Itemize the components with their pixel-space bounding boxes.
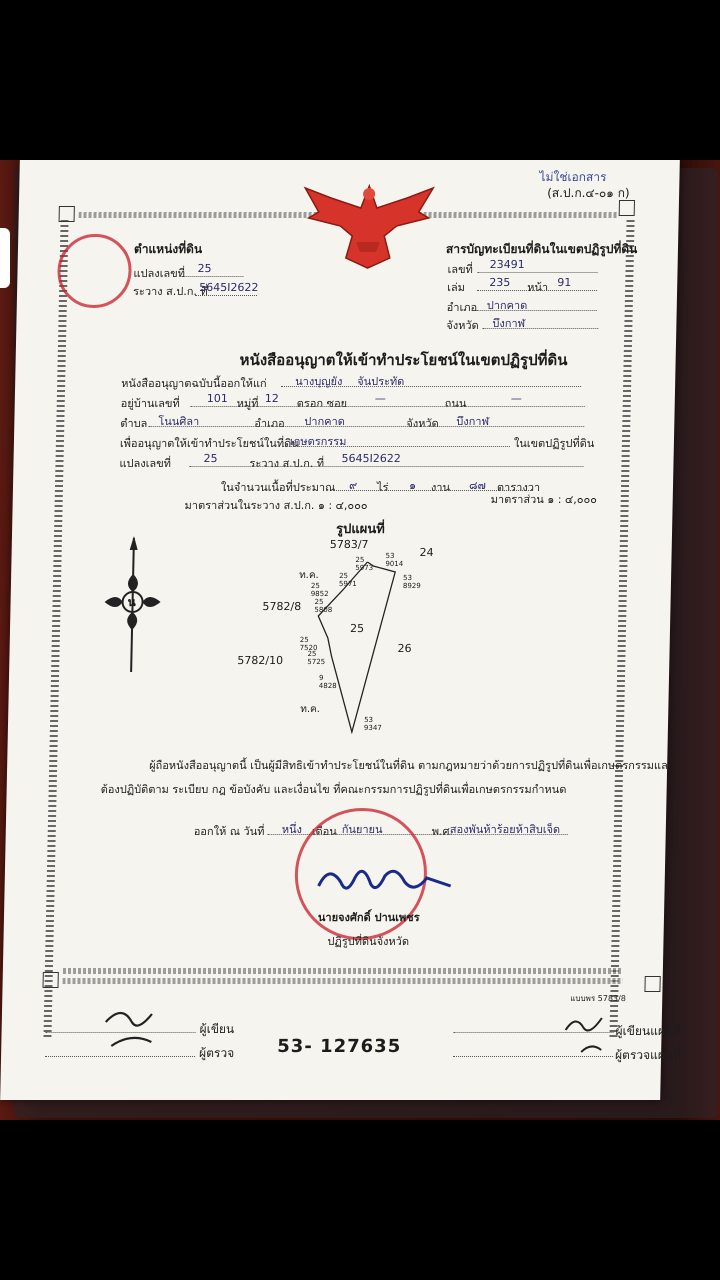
officer-title: ปฏิรูปที่ดินจังหวัด: [327, 935, 410, 948]
year-label: พ.ศ.: [431, 825, 454, 838]
reg-number: 23491: [489, 258, 525, 271]
official-seal-stamp: [57, 234, 133, 308]
road-value: —: [510, 392, 522, 405]
purpose-suffix: ในเขตปฏิรูปที่ดิน: [513, 437, 595, 450]
lane-value: —: [374, 392, 386, 405]
map-label-d: 5782/8: [262, 600, 302, 613]
map-point: 25 9852: [310, 582, 329, 598]
dotted-line: [477, 290, 597, 291]
subdistrict-value: โนนศิลา: [158, 415, 200, 428]
map-label-h: ท.ค.: [300, 704, 321, 715]
map-title: รูปแผนที่: [335, 522, 385, 537]
dotted-line: [482, 328, 598, 329]
document-title: หนังสืออนุญาตให้เข้าทำประโยชน์ในเขตปฏิรูปที่ดิน: [239, 351, 568, 369]
bottom-border: [63, 968, 623, 974]
plot-number: 25: [197, 262, 212, 275]
corner-emblem-icon: [644, 976, 660, 992]
map-checker-label: ผู้ตรวจแผนที่: [614, 1048, 682, 1062]
area-rai: ๙: [348, 479, 358, 492]
map-number: 5645I2622: [199, 281, 259, 294]
map-label-c: ท.ค.: [299, 570, 319, 581]
book-number: 235: [489, 276, 511, 289]
subdistrict-label: ตำบล: [120, 417, 148, 430]
stamp-text: ไม่ใช่เอกสาร: [539, 170, 607, 184]
reg-label: เลขที่: [447, 263, 473, 276]
book-label: เล่ม: [447, 281, 466, 294]
map-label-g: 5782/10: [237, 654, 284, 667]
checker-label: ผู้ตรวจ: [198, 1046, 235, 1060]
map-point: 53 9347: [363, 716, 382, 732]
province-value: บึงกาฬ: [492, 317, 526, 330]
map-writer-signature: [561, 1012, 612, 1058]
corner-emblem-icon: [43, 972, 59, 988]
purpose-label: เพื่ออนุญาตให้เข้าทำประโยชน์ในที่ดิน: [119, 437, 299, 450]
dotted-line: [477, 272, 597, 273]
dotted-line: [181, 276, 243, 277]
corner-emblem-icon: [59, 206, 75, 222]
map-label-a: 5783/7: [329, 538, 369, 551]
serial-number: 53- 127635: [277, 1036, 402, 1057]
writer-label: ผู้เขียน: [199, 1022, 235, 1036]
map-label-b: 24: [419, 546, 434, 559]
dotted-line: [282, 446, 510, 447]
dotted-line: [189, 466, 583, 467]
road-label: ถนน: [444, 397, 467, 410]
form-code: (ส.ป.ก.๔-๐๑ ก): [547, 186, 630, 200]
area-label: ในจำนวนเนื้อที่ประมาณ: [220, 481, 336, 494]
plot-label: แปลงเลขที่: [133, 267, 186, 280]
map-point: 25 5971: [338, 572, 357, 588]
scale-right: มาตราส่วน ๑ : ๔,๐๐๐: [490, 493, 598, 506]
doc-plot-number: 25: [203, 452, 218, 465]
issued-day: หนึ่ง: [281, 823, 303, 836]
map-writer-label: ผู้เขียนแผนที่: [615, 1024, 682, 1038]
purpose-value: เกษตรกรรม: [289, 435, 347, 448]
location-heading: ตำแหน่งที่ดิน: [133, 242, 203, 256]
map-label-f: 26: [397, 642, 412, 655]
garuda-emblem-icon: [300, 178, 438, 270]
right-border: [609, 220, 634, 1040]
area-ngan: ๑: [408, 479, 417, 492]
terms-line-2: ต้องปฏิบัติตาม ระเบียบ กฎ ข้อบังคับ และเงื่อนไข ที่คณะกรรมการปฏิรูปที่ดินเพื่อเกษตรกรรมกำหนด: [100, 783, 567, 796]
rai-unit: ไร่: [376, 481, 389, 494]
dotted-line: [45, 1056, 195, 1057]
officer-name: นายจงศักดิ์ ปานเพชร: [317, 911, 420, 924]
wa-unit: ตารางวา: [496, 481, 541, 494]
registry-heading: สารบัญทะเบียนที่ดินในเขตปฏิรูปที่ดิน: [445, 242, 638, 256]
land-permit-document: [0, 160, 680, 1100]
moo-number: 12: [264, 392, 279, 405]
north-letter: น: [127, 595, 136, 609]
map-point: 53 8929: [402, 574, 421, 590]
dotted-line: [477, 310, 597, 311]
map-label: ระวาง ส.ป.ก. ที่: [132, 285, 208, 298]
map-point: 53 9014: [385, 552, 404, 568]
dotted-line: [148, 426, 584, 427]
page-label: หน้า: [527, 281, 549, 294]
doc-district-value: ปากคาด: [304, 415, 346, 428]
map-point: 25 7520: [299, 636, 318, 652]
map-point: 25 5973: [355, 556, 374, 572]
ngan-unit: งาน: [430, 481, 451, 494]
doc-province-label: จังหวัด: [406, 417, 439, 430]
issued-label: ออกให้ ณ วันที่: [193, 825, 265, 838]
map-label-e: 25: [349, 622, 365, 635]
dotted-line: [191, 406, 585, 407]
holder-label: หนังสืออนุญาตฉบับนี้ออกให้แก่: [121, 377, 267, 390]
doc-plot-label: แปลงเลขที่: [119, 457, 172, 470]
province-label: จังหวัด: [446, 319, 479, 332]
left-border: [43, 220, 68, 1040]
terms-line-1: ผู้ถือหนังสืออนุญาตนี้ เป็นผู้มีสิทธิเข้าทำประโยชน์ในที่ดิน ตามกฎหมายว่าด้วยการปฏิรูปที่ดินเพื่อเกษตรกรรมและ: [149, 759, 674, 772]
issued-month: กันยายน: [341, 823, 383, 836]
side-panel-tab[interactable]: [0, 228, 10, 288]
house-number: 101: [206, 392, 228, 405]
officer-signature: [314, 860, 455, 900]
lane-label: ตรอก ซอย: [296, 397, 348, 410]
top-border-left: [79, 212, 319, 218]
writer-signature: [101, 1002, 162, 1052]
page-number: 91: [557, 276, 572, 289]
map-point: 9 4828: [318, 674, 337, 690]
doc-district-label: อำเภอ: [254, 417, 285, 430]
north-compass-icon: [101, 536, 214, 676]
issued-year: สองพันห้าร้อยห้าสิบเจ็ด: [449, 823, 561, 836]
document-photo: [0, 160, 720, 1120]
district-value: ปากคาด: [486, 299, 528, 312]
map-point: 25 5808: [314, 598, 333, 614]
dotted-line: [195, 295, 257, 296]
doc-map-label: ระวาง ส.ป.ก. ที่: [249, 457, 325, 470]
form-number: แบบพร 5783/8: [570, 994, 626, 1003]
holder-surname: จันประทัด: [357, 375, 405, 388]
address-label: อยู่บ้านเลขที่: [120, 397, 180, 410]
bottom-border-2: [63, 978, 623, 984]
doc-map-number: 5645I2622: [341, 452, 401, 465]
moo-label: หมู่ที่: [236, 397, 259, 410]
doc-province-value: บึงกาฬ: [456, 415, 490, 428]
dotted-line: [281, 386, 581, 387]
area-wa: ๘๗: [468, 479, 486, 492]
map-point: 25 5725: [307, 650, 326, 666]
scale-left: มาตราส่วนในระวาง ส.ป.ก. ๑ : ๔,๐๐๐: [184, 499, 368, 512]
month-label: เดือน: [311, 825, 337, 838]
holder-name: นางบุญยัง: [295, 375, 343, 388]
district-label: อำเภอ: [446, 301, 478, 314]
land-plot-map: [304, 544, 438, 734]
